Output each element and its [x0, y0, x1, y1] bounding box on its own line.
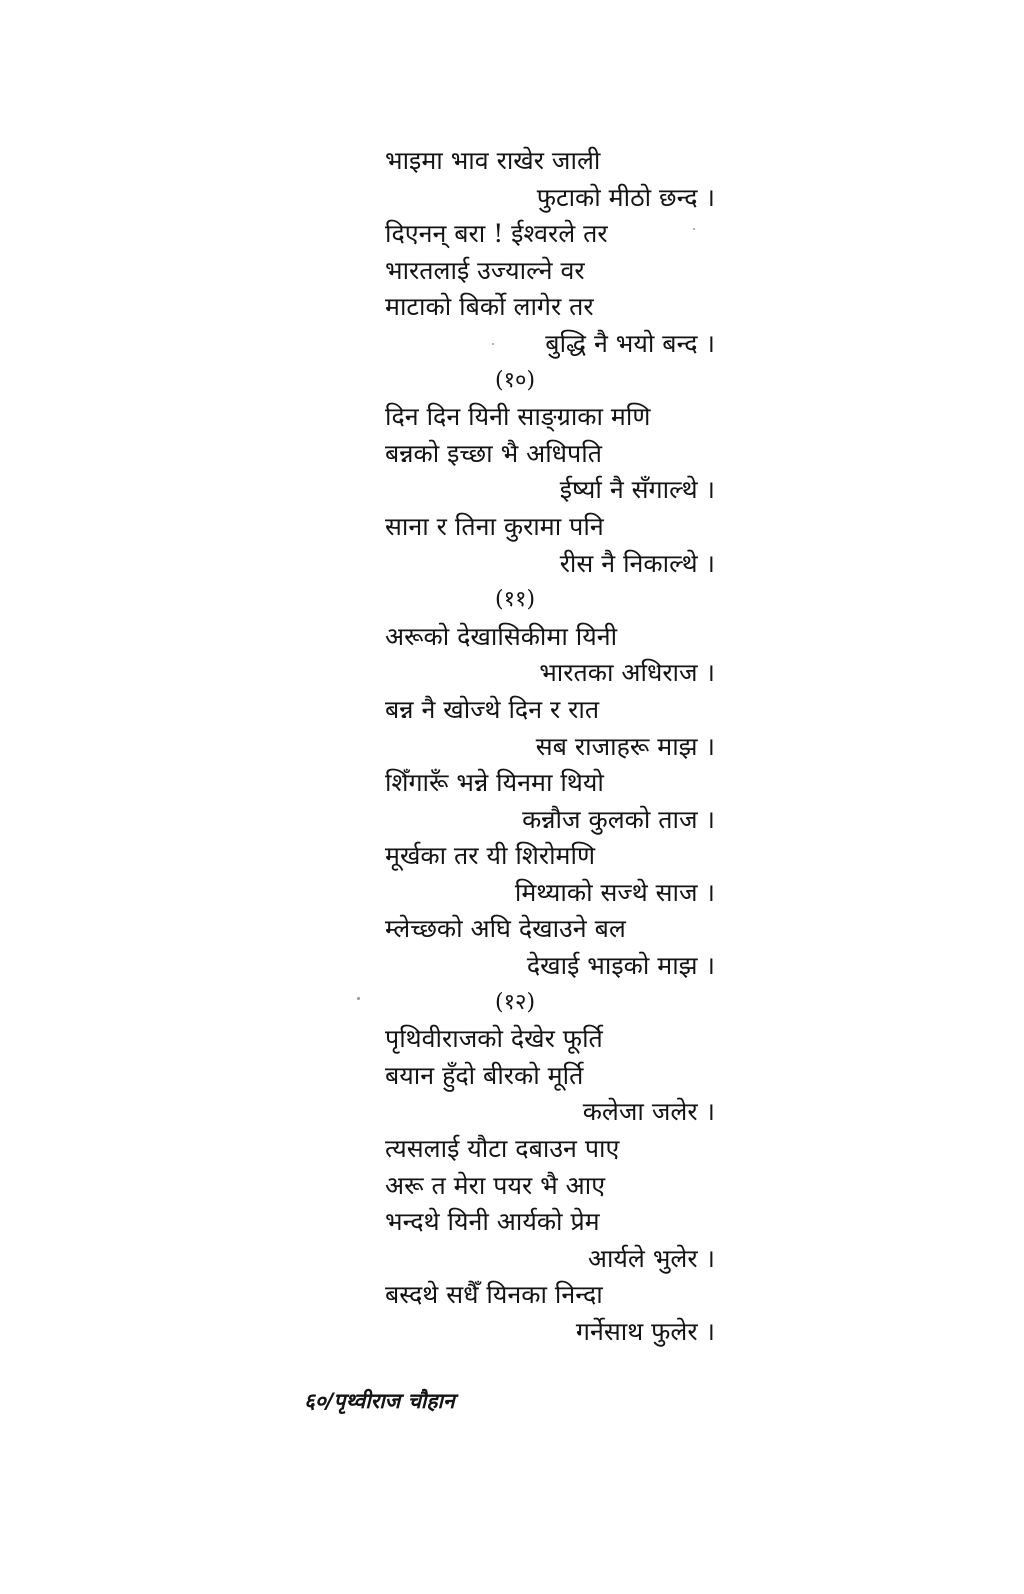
poem-line: कलेजा जलेर ।	[582, 1097, 715, 1127]
scan-speck	[492, 343, 494, 345]
poem-line: बुद्धि नै भयो बन्द ।	[545, 328, 715, 358]
poem-line: गर्नेसाथ फुलेर ।	[575, 1317, 715, 1346]
poem-line: भारतका अधिराज ।	[539, 658, 715, 688]
poem-line: दिएनन् बरा ! ईश्वरले तर	[385, 219, 608, 249]
poem-line: म्लेच्छको अघि देखाउने बल	[385, 914, 626, 944]
scan-speck	[693, 228, 695, 230]
poem-line: रीस नै निकाल्थे ।	[559, 548, 715, 578]
poem-line: भाइमा भाव राखेर जाली	[385, 146, 601, 175]
poem-line: शिँगारूँ भन्ने यिनमा थियो	[385, 768, 604, 798]
scan-speck	[357, 997, 360, 1000]
poem-line: सब राजाहरू माझ ।	[535, 731, 715, 761]
poem-line: बयान हुँदो बीरको मूर्ति	[385, 1060, 584, 1090]
stanza-number: (१०)	[495, 367, 536, 393]
poem-line: कन्नौज कुलको ताज ।	[522, 804, 715, 834]
poem-line: माटाको बिर्को लागेर तर	[385, 292, 594, 322]
poem-line: मिथ्याको सज्थे साज ।	[514, 877, 715, 907]
page-footer: ६०/पृथ्वीराज चौहान	[304, 1389, 455, 1413]
poem-line: भन्दथे यिनी आर्यको प्रेम	[385, 1207, 600, 1237]
poem-line: देखाई भाइको माझ ।	[526, 951, 715, 981]
poem-line: दिन दिन यिनी साङ्ग्राका मणि	[385, 402, 651, 432]
poem-line: मूर्खका तर यी शिरोमणि	[385, 841, 596, 871]
stanza-number: (१२)	[495, 989, 536, 1015]
poem-line: त्यसलाई यौटा दबाउन पाए	[385, 1134, 620, 1164]
poem-line: फुटाको मीठो छन्द ।	[536, 182, 715, 212]
stanza-number: (११)	[495, 587, 536, 613]
poem-line: पृथिवीराजको देखेर फूर्ति	[385, 1024, 603, 1054]
poem-line: बन्न नै खोज्थे दिन र रात	[385, 694, 600, 724]
poem-body	[385, 143, 715, 1351]
poem-line: बन्नको इच्छा भै अधिपति	[385, 438, 602, 468]
poem-line: आर्यले भुलेर ।	[587, 1243, 715, 1273]
poem-line: साना र तिना कुरामा पनि	[385, 511, 604, 541]
poem-line: बस्दथे सधैँ यिनका निन्दा	[385, 1280, 603, 1310]
poem-line: भारतलाई उज्याल्ने वर	[385, 255, 585, 285]
poem-line: अरूको देखासिकीमा यिनी	[385, 621, 618, 651]
poem-line: ईर्ष्या नै सँगाल्थे ।	[559, 475, 715, 505]
poem-line: अरू त मेरा पयर भै आए	[385, 1170, 606, 1200]
